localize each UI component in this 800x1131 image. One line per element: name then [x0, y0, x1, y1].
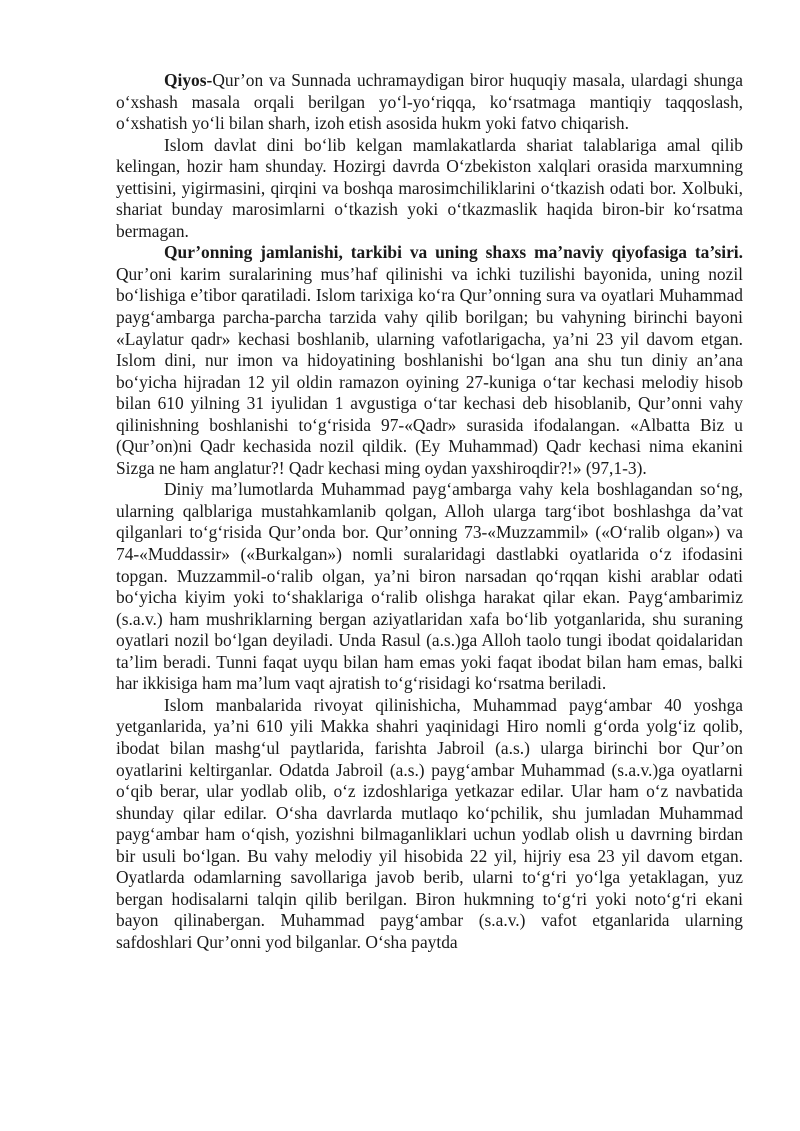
paragraph-text: Diniy ma’lumotlarda Muhammad payg‘ambarga vahy kela boshlagandan so‘ng, ularning qalblariga mustahkamlanib qolgan, Alloh ularga targ‘ibot boshlashga da’vat qilganlari to‘g‘risida Qur’onda bor. Qur’onning 73-«Muzzammil» («O‘ralib olgan») va 74-«Muddassir» («Burkalgan») nomli suralaridagi dastlabki oyatlarida o‘z ifodasini topgan. Muzzammil-o‘ralib olgan, ya’ni biron narsadan qo‘rqqan kishi arablar odati bo‘yicha kiyim yoki to‘shaklariga o‘ralib olishga harakat qilar ekan. Payg‘ambarimiz (s.a.v.) ham mushriklarning bergan aziyatlaridan xafa bo‘lib yotganlarida, shu suraning oyatlari nozil bo‘lgan deyiladi. Unda Rasul (a.s.)ga Alloh taolo tungi ibodat qoidalaridan ta’lim beradi. Tunni faqat uyqu bilan ham emas yoki faqat ibodat bilan ham emas, balki har ikkisiga ham ma’lum vaqt ajratish to‘g‘risidagi ko‘rsatma beriladi. — [116, 479, 743, 694]
section-heading: Qur’onning jamlanishi, tarkibi va uning shaxs ma’naviy qiyofasiga ta’siri. — [164, 242, 743, 263]
paragraph-quron-jamlanishi — [116, 242, 743, 479]
paragraph-diniy-malumotlar — [116, 479, 743, 694]
paragraph-islom-manbalari — [116, 695, 743, 954]
paragraph-text: Qur’oni karim suralarining mus’haf qilinishi va ichki tuzilishi bayonida, uning nozil bo‘lishiga e’tibor qaratiladi. Islom tarixiga ko‘ra Qur’onning sura va oyatlari Muhammad payg‘ambarga parcha-parcha tarzida vahy qilib borilgan; bu vahyning birinchi bayoni «Laylatur qadr» kechasi boshlanib, ularning vafotlarigacha, ya’ni 23 yil davom etgan. Islom dini, nur imon va hidoyatining boshlanishi bo‘lgan ana shu tun diniy an’ana bo‘yicha hijradan 12 yil oldin ramazon oyining 27-kuniga o‘tar kechasi melodiy hisob bilan 610 yilning 31 iyulidan 1 avgustiga o‘tar kechasi deb hisoblanib, Qur’onni vahy qilinishning boshlanishi to‘g‘risida 97-«Qadr» surasida ifodalangan. «Albatta Biz u (Qur’on)ni Qadr kechasida nozil qildik. (Ey Muhammad) Qadr kechasi nima ekanini Sizga ne ham anglatur?! Qadr kechasi ming oydan yaxshiroqdir?!» (97,1-3). — [116, 263, 743, 478]
term-heading: Qiyos- — [164, 70, 213, 90]
paragraph-islom-davlat — [116, 135, 743, 243]
paragraph-text: Islom davlat dini bo‘lib kelgan mamlakatlarda shariat talablariga amal qilib kelingan, hozir ham shunday. Hozirgi davrda O‘zbekiston xalqlari orasida marxumning yettisini, yigirmasini, qirqini va boshqa marosimchiliklarini o‘tkazish odati bor. Xolbuki, shariat bunday marosimlarni o‘tkazish yoki o‘tkazmaslik haqida biron-bir ko‘rsatma bermagan. — [116, 134, 743, 241]
paragraph-qiyos — [116, 70, 743, 135]
paragraph-text: Qur’on va Sunnada uchramaydigan biror huquqiy masala, ulardagi shunga o‘xshash masala orqali berilgan yo‘l-yo‘riqqa, ko‘rsatmaga mantiqiy taqqoslash, o‘xshatish yo‘li bilan sharh, izoh etish asosida hukm yoki fatvo chiqarish. — [116, 70, 743, 134]
paragraph-text: Islom manbalarida rivoyat qilinishicha, Muhammad payg‘ambar 40 yoshga yetganlarida, ya’ni 610 yili Makka shahri yaqinidagi Hiro nomli g‘orda yolg‘iz qolib, ibodat bilan mashg‘ul paytlarida, farishta Jabroil (a.s.) ularga birinchi bor Qur’on oyatlarini keltirganlar. Odatda Jabroil (a.s.) payg‘ambar Muhammad (s.a.v.)ga oyatlarni o‘qib berar, ular yodlab olib, o‘z izdoshlariga yetkazar edilar. Ular ham o‘z navbatida shunday qilar edilar. O‘sha davrlarda mutlaqo ko‘pchilik, shu jumladan Muhammad payg‘ambar ham o‘qish, yozishni bilmaganliklari uchun yodlab olish u davrning birdan bir usuli bo‘lgan. Bu vahy melodiy yil hisobida 22 yil, hijriy esa 23 yil davom etgan. Oyatlarda odamlarning savollariga javob berib, ularni to‘g‘ri yo‘lga yetaklagan, yuz bergan hodisalarni talqin qilib berilgan. Biron hukmning to‘g‘ri yoki noto‘g‘ri ekani bayon qilinabergan. Muhammad payg‘ambar (s.a.v.) vafot etganlarida ularning safdoshlari Qur’onni yod bilganlar. O‘sha paytda — [116, 694, 743, 952]
